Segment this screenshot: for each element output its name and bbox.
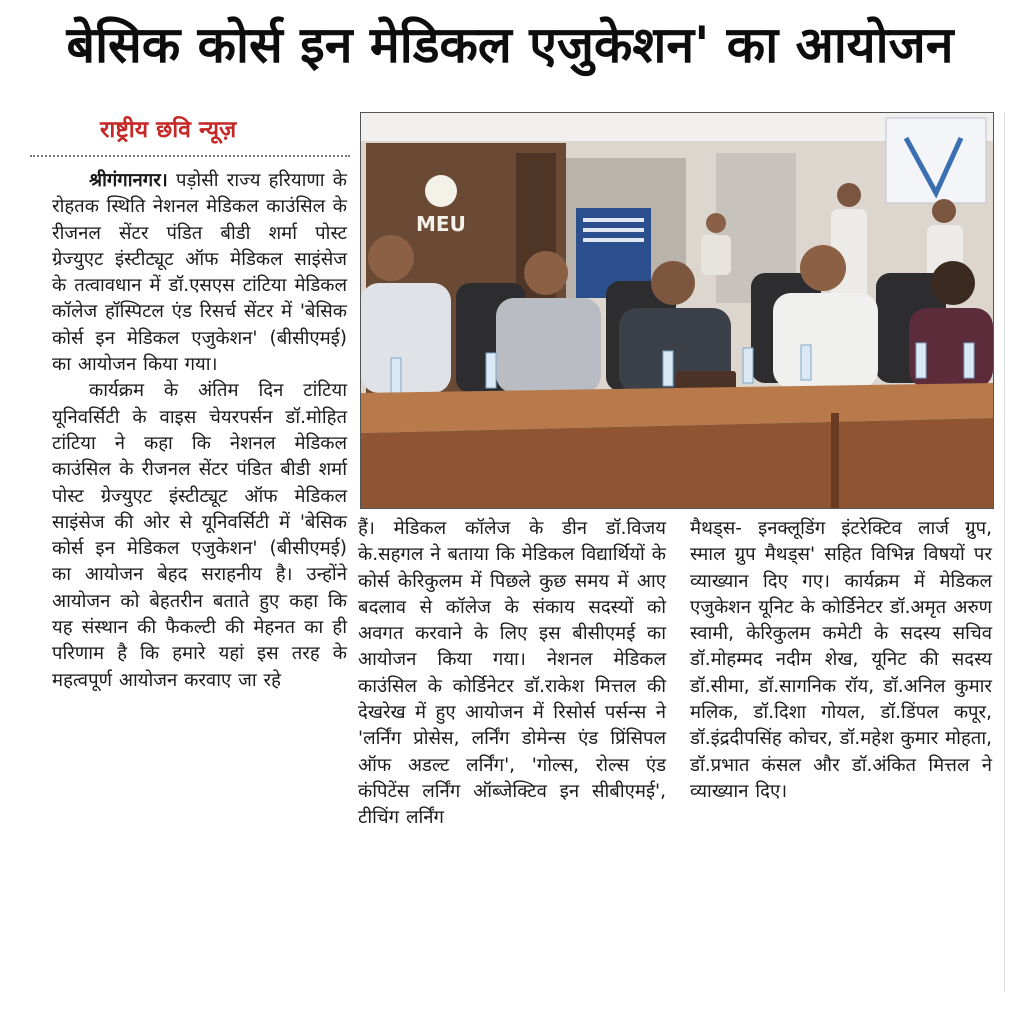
article-column-2 bbox=[358, 516, 666, 832]
article-paragraph: मैथड्स- इनक्लूडिंग इंटरेक्टिव लार्ज ग्रुप, स्माल ग्रुप मैथड्स' सहित विभिन्न विषयों पर व्याख्यान दिए गए। कार्यक्रम में मेडिकल एजुकेशन यूनिट के कोर्डिनेटर डॉ.अमृत अरुण स्वामी, केरिकुलम कमेटी के सदस्य सचिव डॉ.मोहम्मद नदीम शेख, यूनिट की सदस्य डॉ.सीमा, डॉ.सागनिक रॉय, डॉ.अनिल कुमार मलिक, डॉ.दिशा गोयल, डॉ.डिंपल कपूर, डॉ.इंद्रदीपसिंह कोचर, डॉ.महेश कुमार मोहता, डॉ.प्रभात कंसल और डॉ.अंकित मित्तल ने व्याख्यान दिए। bbox=[690, 518, 992, 802]
article-paragraph: हैं। मेडिकल कॉलेज के डीन डॉ.विजय के.सहगल ने बताया कि मेडिकल विद्यार्थियों के कोर्स केरिकुलम में पिछले कुछ समय में आए बदलाव से कॉलेज के संकाय सदस्यों को अवगत करवाने के लिए इस बीसीएमई का आयोजन किया गया। नेशनल मेडिकल काउंसिल के कोर्डिनेटर डॉ.राकेश मित्तल की देखरेख में हुए आयोजन में रिसोर्स पर्सन्स ने 'लर्निंग प्रोसेस, लर्निंग डोमेन्स एंड प्रिंसिपल ऑफ अडल्ट लर्निंग', 'गोल्स, रोल्स एंड कंपिटेंस लर्निंग ऑब्जेक्टिव इन सीबीएमई', टीचिंग लर्निंग bbox=[358, 518, 666, 829]
dateline: श्रीगंगानगर। bbox=[89, 170, 168, 191]
logo-icon bbox=[425, 175, 457, 207]
water-bottle bbox=[391, 358, 401, 393]
water-bottle bbox=[743, 348, 753, 383]
article-column-3 bbox=[690, 516, 992, 805]
person bbox=[932, 199, 956, 223]
article-text: पड़ोसी राज्य हरियाणा के रोहतक स्थिति नेशनल मेडिकल काउंसिल के रीजनल सेंटर पंडित बीडी शर्मा पोस्ट ग्रेज्युएट इंस्टीट्यूट ऑफ मेडिकल साइंसेज के तत्वावधान में डॉ.एसएस टांटिया मेडिकल कॉलेज हॉस्पिटल एंड रिसर्च सेंटर में 'बेसिक कोर्स इन मेडिकल एजुकेशन' (बीसीएमई) का आयोजन किया गया। bbox=[52, 170, 347, 376]
water-bottle bbox=[663, 351, 673, 386]
article-column-1 bbox=[52, 168, 347, 694]
column-divider bbox=[1004, 112, 1005, 992]
byline: राष्ट्रीय छवि न्यूज़ bbox=[100, 117, 237, 143]
water-bottle bbox=[964, 343, 974, 378]
water-bottle bbox=[801, 345, 811, 380]
article-paragraph: कार्यक्रम के अंतिम दिन टांटिया यूनिवर्सिटी के वाइस चेयरपर्सन डॉ.मोहित टांटिया ने कहा कि नेशनल मेडिकल काउंसिल के रीजनल सेंटर पंडित बीडी शर्मा पोस्ट ग्रेज्युएट इंस्टीट्यूट ऑफ मेडिकल साइंसेज की ओर से यूनिवर्सिटी में 'बेसिक कोर्स इन मेडिकल एजुकेशन' (बीसीएमई) का आयोजन बेहद सराहनीय है। उन्होंने आयोजन को बेहतरीन बताते हुए कहा कि यह संस्थान की फैकल्टी की मेहनत का ही परिणाम है कि हमारे यहां इस तरह के महत्वपूर्ण आयोजन करवाए जा रहे bbox=[52, 380, 347, 691]
article-paragraph bbox=[52, 168, 347, 378]
sign-text: MEU bbox=[416, 212, 466, 236]
meeting-photo-illustration bbox=[361, 113, 993, 508]
person bbox=[706, 213, 726, 233]
water-bottle bbox=[916, 343, 926, 378]
water-bottle bbox=[486, 353, 496, 388]
headline: बेसिक कोर्स इन मेडिकल एजुकेशन' का आयोजन bbox=[66, 16, 954, 74]
news-photo bbox=[360, 112, 994, 509]
divider bbox=[30, 155, 350, 157]
person bbox=[837, 183, 861, 207]
